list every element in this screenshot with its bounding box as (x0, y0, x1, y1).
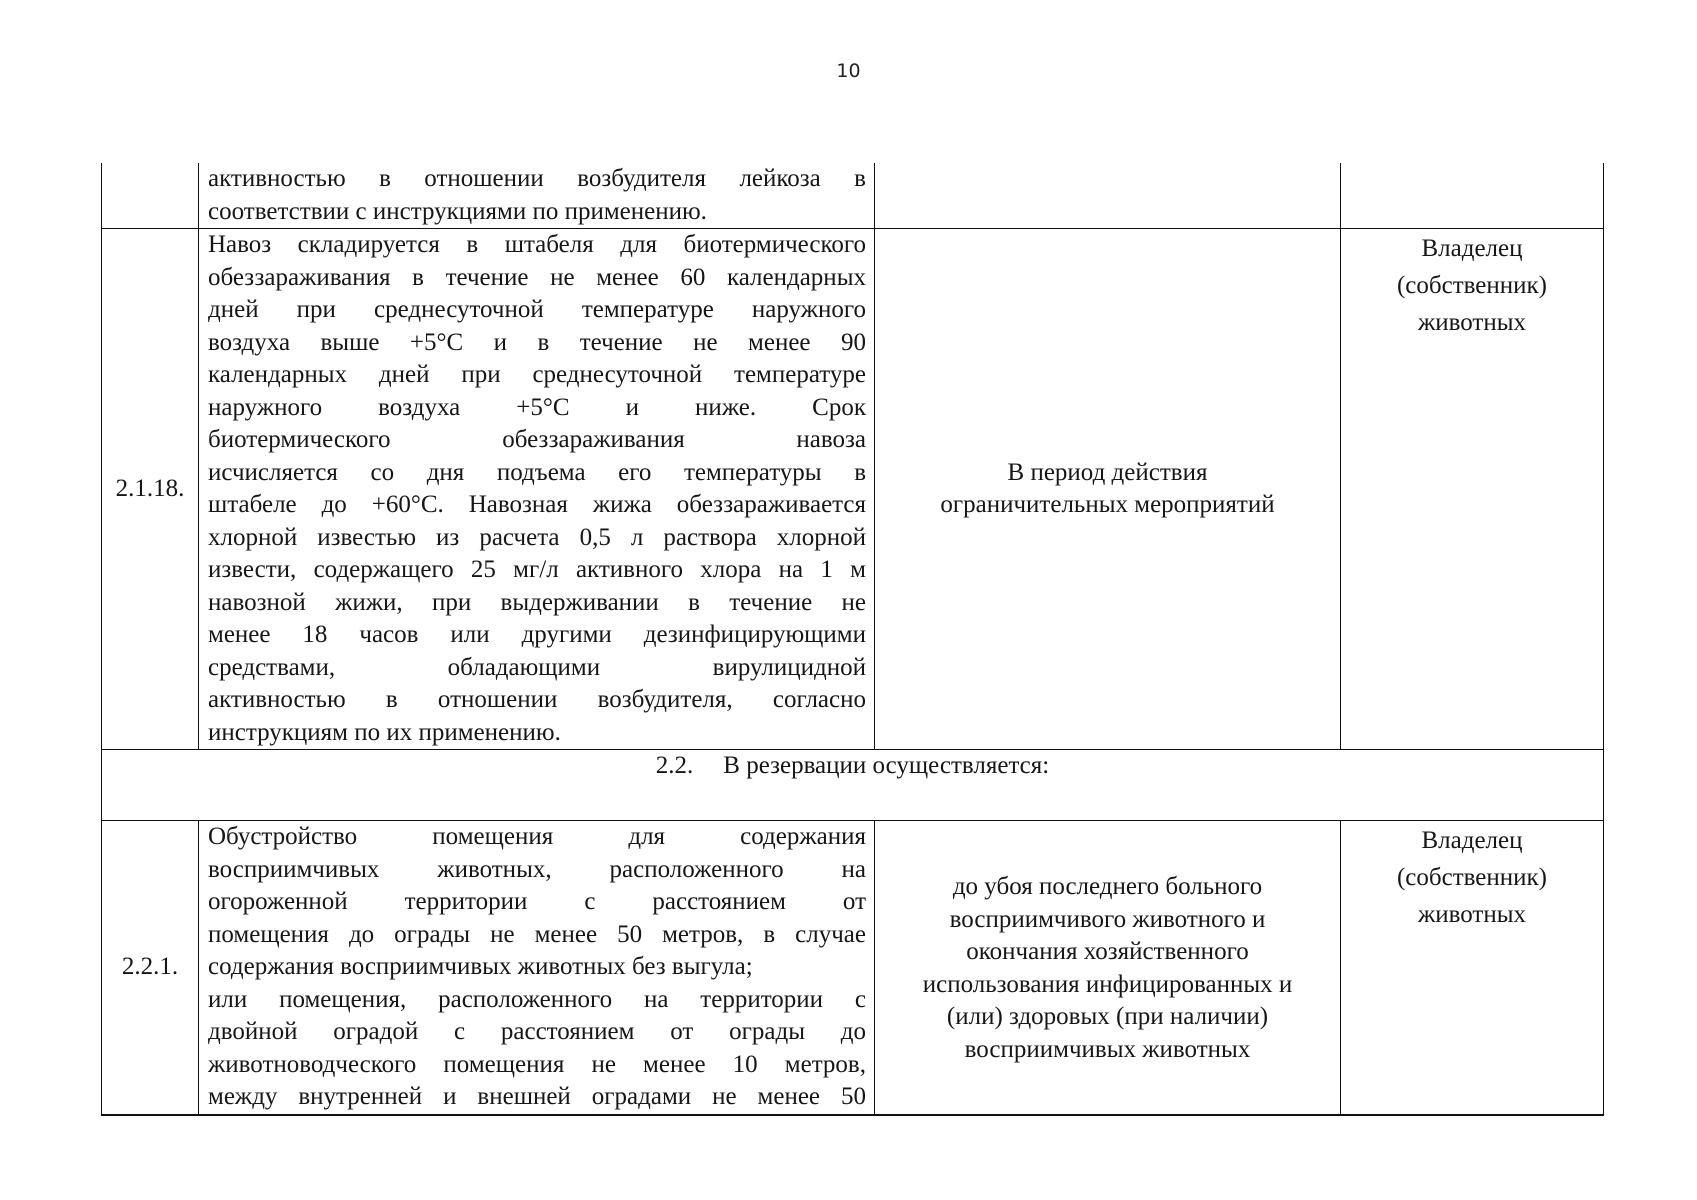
description-line: исчисляется со дня подъема его температуры в (208, 458, 866, 486)
description-line: инструкциям по их применению. (208, 718, 561, 746)
term-line: (или) здоровых (при наличии) (946, 1003, 1269, 1030)
term-line: до убоя последнего больного (952, 873, 1263, 900)
description-line: активностью в отношении возбудителя, согласно (208, 686, 866, 713)
term-line: восприимчивого животного и (949, 905, 1266, 933)
description-line: между внутренней и внешней оградами не менее 50 (208, 1083, 866, 1110)
table-row-continuation (102, 163, 1604, 229)
description-line: дней при среднесуточной температуре наружного (208, 296, 866, 323)
description-line: Навоз складируется в штабеля для биотермического (208, 231, 866, 258)
term-line: восприимчивых животных (964, 1035, 1251, 1063)
measure-responsible (1341, 229, 1604, 750)
description-line: календарных дней при среднесуточной температуре (208, 361, 866, 388)
term-line: окончания хозяйственного (966, 938, 1249, 965)
description-line: помещения до ограды не менее 50 метров, в случае (208, 920, 866, 948)
description-line: животноводческого помещения не менее 10 метров, (208, 1050, 866, 1078)
table-row-2-1-18 (102, 229, 1604, 750)
term-line: использования инфицированных и (922, 970, 1293, 998)
measure-term (875, 163, 1341, 229)
section-title: В резервации осуществляется: (723, 752, 1050, 779)
description-line: извести, содержащего 25 мг/л активного хлора на 1 м (208, 556, 866, 583)
description-line: наружного воздуха +5°С и ниже. Срок (208, 393, 866, 421)
description-line: штабеле до +60°С. Навозная жижа обеззараживается (208, 491, 866, 518)
term-line: В период действия (1007, 458, 1208, 486)
description-line: восприимчивых животных, расположенного на (208, 855, 866, 883)
measure-term (875, 821, 1341, 1115)
measure-responsible (1341, 821, 1604, 1115)
responsible-line: животных (1417, 901, 1527, 928)
description-line: обеззараживания в течение не менее 60 календарных (208, 263, 866, 291)
measure-term (875, 229, 1341, 750)
section-number: 2.2. (655, 752, 694, 779)
section-heading (102, 750, 1604, 821)
table-row-2-2-1 (102, 821, 1604, 1115)
description-line: содержания восприимчивых животных без выгула; (208, 953, 753, 980)
row-number (102, 163, 199, 229)
description-line: менее 18 часов или другими дезинфицирующими (208, 621, 866, 648)
description-line: огороженной территории с расстоянием от (208, 888, 866, 915)
description-line: хлорной известью из расчета 0,5 л раствора хлорной (208, 523, 866, 551)
page-number: 10 (836, 60, 861, 82)
description-line: навозной жижи, при выдерживании в течение не (208, 588, 866, 616)
row-number: 2.1.18. (102, 229, 199, 750)
description-line: биотермического обеззараживания навоза (208, 426, 866, 453)
responsible-line: (собственник) (1396, 272, 1548, 299)
measure-description (199, 163, 875, 229)
description-line: Обустройство помещения для содержания (208, 823, 866, 850)
term-line: ограничительных мероприятий (940, 491, 1275, 518)
measures-table (101, 163, 1604, 1116)
measure-responsible (1341, 163, 1604, 229)
table-section-2-2 (102, 750, 1604, 821)
description-line: активностью в отношении возбудителя лейкоза в (208, 165, 866, 192)
description-line: двойной оградой с расстоянием от ограды до (208, 1018, 866, 1045)
description-line: соответствии с инструкциями по применению. (208, 197, 707, 225)
measure-description (199, 229, 875, 750)
responsible-line: животных (1417, 309, 1527, 336)
description-line: воздуха выше +5°С и в течение не менее 90 (208, 328, 866, 356)
responsible-line: Владелец (1421, 827, 1523, 854)
responsible-line: (собственник) (1396, 864, 1548, 891)
row-number: 2.2.1. (102, 821, 199, 1115)
responsible-line: Владелец (1421, 235, 1523, 262)
description-line: или помещения, расположенного на территории с (208, 985, 866, 1013)
measure-description (199, 821, 875, 1115)
description-line: средствами, обладающими вирулицидной (208, 653, 866, 681)
